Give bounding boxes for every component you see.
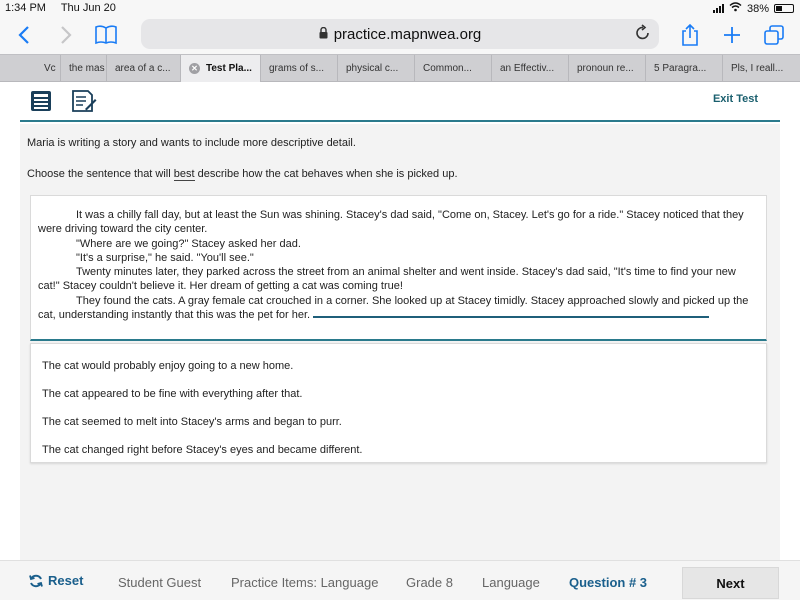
- wifi-icon: [729, 2, 742, 15]
- notepad-icon[interactable]: [71, 86, 97, 114]
- forward-button[interactable]: [56, 22, 76, 48]
- browser-tab[interactable]: [106, 55, 180, 82]
- answer-blank: [313, 310, 709, 318]
- student-name: Student Guest: [118, 575, 202, 590]
- calculator-icon[interactable]: [30, 86, 56, 114]
- passage: [30, 195, 767, 341]
- prompt-emphasis: best: [173, 168, 195, 180]
- passage-paragraph: It was a chilly fall day, but at least the Sun was shining. Stacey's dad said, "Come on, Stacey. Let's go for a ride." Stacey noticed that they were driving toward the city center.: [38, 209, 744, 236]
- tab-label: grams of s...: [269, 63, 325, 74]
- passage-text: They found the cats. A gray female cat crouched in a corner. She looked up at Stacey timidly. Stacey approached slowly and picked up the cat, understanding instantly that this was the pet for her.: [38, 294, 749, 322]
- browser-tab[interactable]: [337, 55, 414, 82]
- exit-test-button[interactable]: Exit Test: [712, 93, 758, 105]
- bookmarks-icon[interactable]: [92, 22, 120, 48]
- tab-strip: [0, 54, 800, 82]
- browser-tab[interactable]: [722, 55, 800, 82]
- tab-label: Vc: [44, 63, 56, 74]
- browser-tab[interactable]: [260, 55, 337, 82]
- answer-choice[interactable]: The cat seemed to melt into Stacey's arms and began to purr.: [42, 416, 342, 428]
- browser-toolbar: [0, 16, 800, 54]
- reset-icon: [29, 574, 43, 588]
- tab-label: area of a c...: [115, 63, 171, 74]
- tab-label: 5 Paragra...: [654, 63, 707, 74]
- passage-paragraph-last: [38, 294, 759, 323]
- address-bar[interactable]: [141, 19, 659, 49]
- answer-choices: [30, 343, 767, 463]
- prompt-text: Choose the sentence that will: [27, 168, 174, 180]
- battery-icon: [774, 4, 794, 13]
- browser-tab-active[interactable]: [180, 55, 260, 82]
- lock-icon: [319, 27, 328, 42]
- question-panel: [20, 124, 780, 560]
- browser-tab[interactable]: [568, 55, 645, 82]
- reset-label: Reset: [48, 573, 84, 588]
- next-button[interactable]: Next: [682, 567, 779, 599]
- status-time: 1:34 PM: [5, 2, 46, 14]
- battery-percent: 38%: [746, 2, 769, 15]
- new-tab-icon[interactable]: [721, 22, 743, 48]
- question-intro: Maria is writing a story and wants to include more descriptive detail.: [27, 137, 356, 149]
- browser-tab[interactable]: [645, 55, 722, 82]
- tab-label: Test Pla...: [206, 63, 252, 74]
- passage-paragraph: Twenty minutes later, they parked across the street from an animal shelter and went inside. Stacey's dad said, "It's time to find your new cat!" Stacey couldn't believe it. Her dream of getting a cat was coming true!: [38, 266, 736, 293]
- browser-tab[interactable]: [60, 55, 106, 82]
- answer-choice[interactable]: The cat appeared to be fine with everything after that.: [42, 388, 303, 400]
- share-icon[interactable]: [679, 22, 701, 48]
- question-number: Question # 3: [569, 575, 648, 590]
- question-prompt: [27, 168, 458, 180]
- subject-label: Language: [482, 575, 540, 590]
- passage-paragraph: "Where are we going?" Stacey asked her dad.: [76, 237, 301, 250]
- cellular-signal-icon: [713, 4, 724, 13]
- tab-label: physical c...: [346, 63, 399, 74]
- tab-label: the mas: [69, 63, 105, 74]
- test-header: [20, 82, 780, 122]
- tab-label: an Effectiv...: [500, 63, 555, 74]
- close-tab-icon[interactable]: ✕: [189, 63, 200, 74]
- tab-label: Pls, I reall...: [731, 63, 784, 74]
- prompt-text: describe how the cat behaves when she is picked up.: [194, 168, 458, 180]
- answer-choice[interactable]: The cat would probably enjoy going to a new home.: [42, 360, 294, 372]
- tab-label: pronoun re...: [577, 63, 634, 74]
- answer-choice[interactable]: The cat changed right before Stacey's eyes and became different.: [42, 444, 363, 456]
- reset-button[interactable]: [29, 573, 83, 588]
- reload-icon[interactable]: [635, 24, 651, 47]
- back-button[interactable]: [14, 22, 34, 48]
- status-date: Thu Jun 20: [60, 2, 116, 14]
- tabs-overview-icon[interactable]: [763, 22, 785, 48]
- passage-paragraph: "It's a surprise," he said. "You'll see.": [76, 251, 254, 264]
- url-text: practice.mapnwea.org: [333, 25, 482, 43]
- test-name: Practice Items: Language: [231, 575, 379, 590]
- status-bar: [0, 0, 800, 16]
- test-footer: [0, 560, 800, 600]
- grade-label: Grade 8: [406, 575, 453, 590]
- tab-label: Common...: [423, 63, 472, 74]
- browser-tab[interactable]: [414, 55, 491, 82]
- browser-tab[interactable]: [36, 55, 60, 82]
- browser-tab[interactable]: [491, 55, 568, 82]
